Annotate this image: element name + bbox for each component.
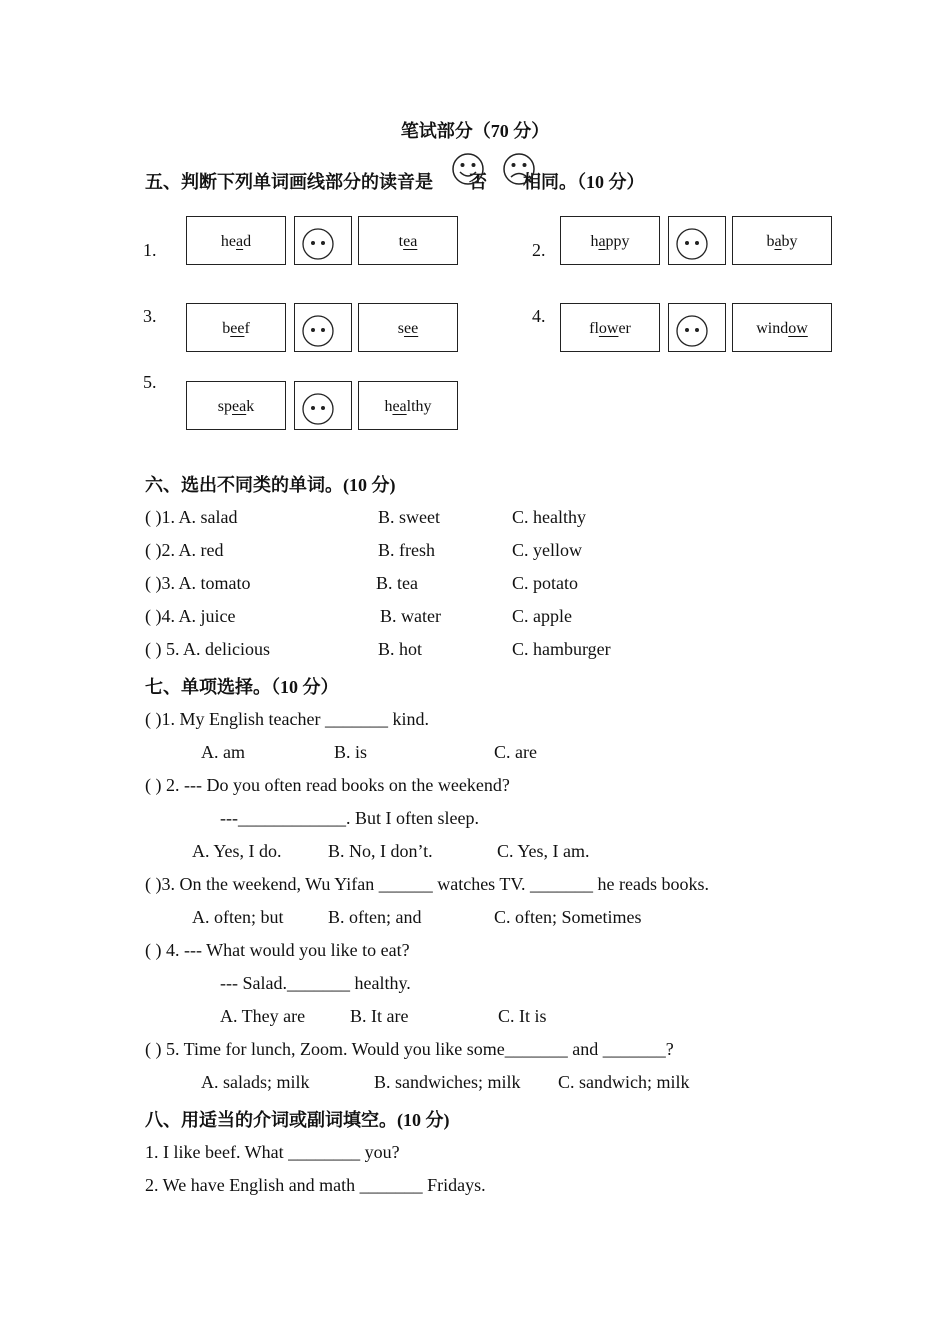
option-c: C. apple xyxy=(512,606,572,626)
word-box: window xyxy=(732,303,832,352)
smiley-face-icon xyxy=(451,152,485,186)
option-b: B. water xyxy=(380,606,441,626)
option-a: A. They are xyxy=(220,1006,306,1026)
option-b: B. hot xyxy=(378,639,423,659)
word-box: speak xyxy=(186,381,286,430)
question-stem: ( )1. My English teacher _______ kind. xyxy=(145,709,429,729)
question-stem: ( ) 5. A. delicious xyxy=(145,639,270,659)
option-c: C. potato xyxy=(512,573,578,593)
option-c: C. healthy xyxy=(512,507,586,527)
word-box: see xyxy=(358,303,458,352)
option-b: B. fresh xyxy=(378,540,435,560)
section5-heading-post: 相同。（10 分） xyxy=(523,172,645,192)
question-stem: 1. I like beef. What ________ you? xyxy=(145,1142,400,1162)
option-c: C. It is xyxy=(498,1006,547,1026)
question-stem: 2. We have English and math _______ Fridays. xyxy=(145,1175,486,1195)
item-number: 5. xyxy=(143,372,157,392)
section5-heading-mid: 否 xyxy=(469,172,487,192)
option-b: B. often; and xyxy=(328,907,422,927)
option-c: C. yellow xyxy=(512,540,582,560)
option-c: C. are xyxy=(494,742,537,762)
word-box: flower xyxy=(560,303,660,352)
question-stem: ( ) 5. Time for lunch, Zoom. Would you like some_______ and _______? xyxy=(145,1039,674,1059)
option-c: C. Yes, I am. xyxy=(497,841,590,861)
question-stem: ( )4. A. juice xyxy=(145,606,236,626)
answer-face-box[interactable] xyxy=(294,303,352,352)
question-stem: ( )3. A. tomato xyxy=(145,573,251,593)
word-box: healthy xyxy=(358,381,458,430)
item-number: 3. xyxy=(143,306,157,326)
question-stem: ( )3. On the weekend, Wu Yifan ______ watches TV. _______ he reads books. xyxy=(145,874,710,894)
option-a: A. often; but xyxy=(192,907,284,927)
section7-heading: 七、单项选择。（10 分） xyxy=(145,677,339,697)
option-a: A. Yes, I do. xyxy=(192,841,282,861)
answer-face-box[interactable] xyxy=(668,216,726,265)
option-c: C. hamburger xyxy=(512,639,611,659)
option-b: B. is xyxy=(334,742,368,762)
answer-face-box[interactable] xyxy=(668,303,726,352)
answer-face-box[interactable] xyxy=(294,216,352,265)
word-box: tea xyxy=(358,216,458,265)
word-box: head xyxy=(186,216,286,265)
option-b: B. tea xyxy=(376,573,418,593)
word-box: beef xyxy=(186,303,286,352)
section8-heading: 八、用适当的介词或副词填空。(10 分) xyxy=(145,1110,450,1130)
question-stem: ( )2. A. red xyxy=(145,540,224,560)
section5-heading-pre: 五、判断下列单词画线部分的读音是 xyxy=(145,172,433,192)
option-a: A. am xyxy=(201,742,245,762)
question-stem: ( )1. A. salad xyxy=(145,507,238,527)
option-b: B. sandwiches; milk xyxy=(374,1072,521,1092)
option-b: B. No, I don’t. xyxy=(328,841,433,861)
option-a: A. salads; milk xyxy=(201,1072,310,1092)
option-b: B. sweet xyxy=(378,507,440,527)
item-number: 2. xyxy=(532,240,546,260)
item-number: 4. xyxy=(532,306,546,326)
question-stem: ( ) 4. --- What would you like to eat? xyxy=(145,940,410,960)
question-line: --- Salad._______ healthy. xyxy=(220,973,411,993)
sad-face-icon xyxy=(502,152,536,186)
page-title: 笔试部分（70 分） xyxy=(400,121,550,141)
answer-face-box[interactable] xyxy=(294,381,352,430)
question-stem: ( ) 2. --- Do you often read books on the weekend? xyxy=(145,775,510,795)
option-b: B. It are xyxy=(350,1006,409,1026)
option-c: C. sandwich; milk xyxy=(558,1072,690,1092)
question-line: ---____________. But I often sleep. xyxy=(220,808,479,828)
option-c: C. often; Sometimes xyxy=(494,907,642,927)
word-box: happy xyxy=(560,216,660,265)
item-number: 1. xyxy=(143,240,157,260)
section6-heading: 六、选出不同类的单词。(10 分) xyxy=(145,475,396,495)
section5-heading xyxy=(145,168,645,194)
word-box: baby xyxy=(732,216,832,265)
